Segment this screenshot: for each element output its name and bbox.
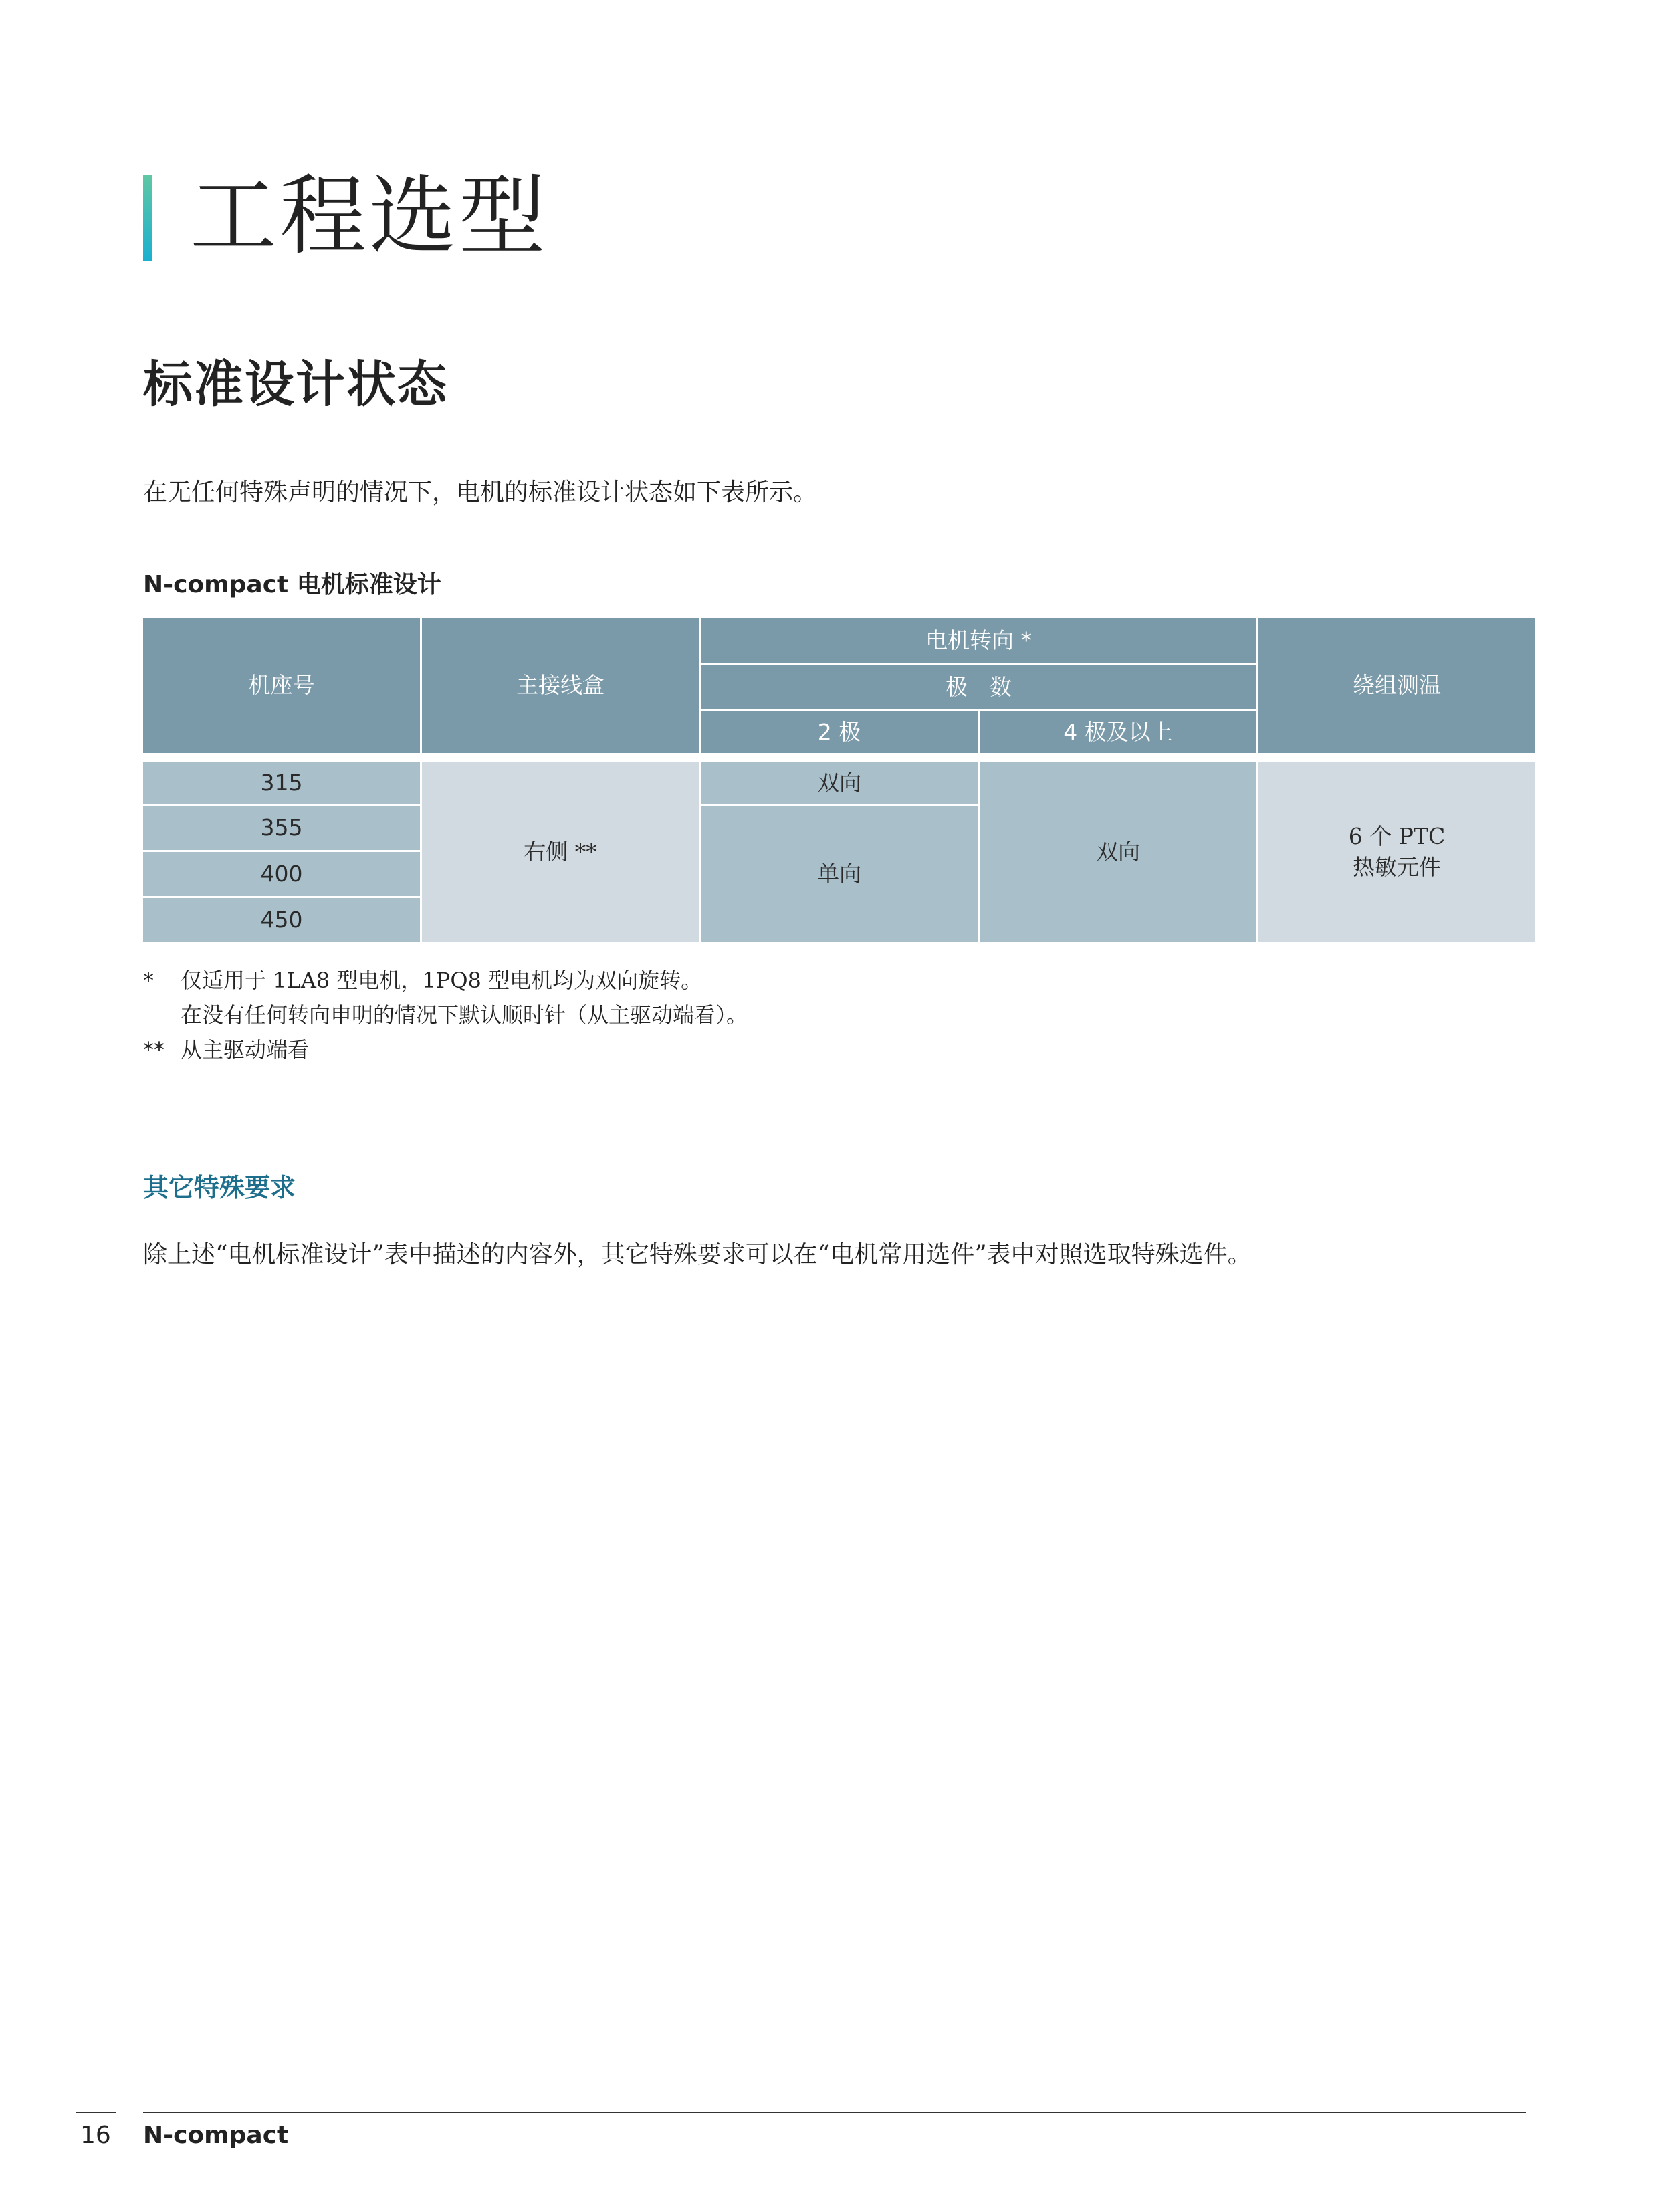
header-rotation: 电机转向 *	[701, 618, 1256, 663]
table-caption: N-compact 电机标准设计	[143, 571, 441, 598]
other-requirements-text: 除上述“电机标准设计”表中描述的内容外，其它特殊要求可以在“电机常用选件”表中对照选取特殊选件。	[143, 1241, 1252, 1268]
section-title: 标准设计状态	[143, 356, 448, 413]
footnote-text: 仅适用于 1LA8 型电机，1PQ8 型电机均为双向旋转。	[181, 968, 703, 993]
footer-brand: N-compact	[143, 2122, 289, 2149]
header-2-pole: 2 极	[701, 711, 978, 753]
footnote-text: 在没有任何转向申明的情况下默认顺时针（从主驱动端看）。	[181, 1002, 748, 1028]
header-poles: 极 数	[701, 665, 1256, 709]
header-terminal-box: 主接线盒	[422, 618, 699, 753]
frame-cell: 315	[143, 762, 420, 804]
intro-text: 在无任何特殊声明的情况下，电机的标准设计状态如下表所示。	[143, 479, 818, 506]
page-number: 16	[80, 2122, 111, 2149]
footer-divider	[143, 2112, 1526, 2113]
header-frame-size: 机座号	[143, 618, 420, 753]
footnote	[143, 963, 748, 998]
footnote-mark	[143, 998, 181, 1032]
chapter-accent-bar	[143, 175, 152, 261]
winding-temp-line: 热敏元件	[1353, 854, 1441, 880]
pole2-other-value: 单向	[701, 806, 978, 942]
other-requirements-heading: 其它特殊要求	[143, 1173, 296, 1202]
standard-design-table	[143, 618, 1535, 942]
chapter-title: 工程选型	[190, 165, 549, 267]
footnote	[143, 998, 748, 1032]
footnote-text: 从主驱动端看	[181, 1037, 310, 1063]
header-winding-temp: 绕组测温	[1258, 618, 1535, 753]
footnote-mark: **	[143, 1037, 164, 1063]
frame-cell: 450	[143, 898, 420, 942]
pole4-value: 双向	[980, 762, 1256, 942]
footnote	[143, 1032, 748, 1067]
header-4-pole: 4 极及以上	[980, 711, 1256, 753]
footnotes	[143, 963, 748, 1067]
footnote-mark: *	[143, 968, 154, 993]
terminal-box-value: 右侧 **	[422, 762, 699, 942]
winding-temp-line: 6 个 PTC	[1348, 823, 1446, 849]
winding-temp-value	[1258, 762, 1535, 942]
frame-cell: 355	[143, 806, 420, 850]
frame-cell: 400	[143, 852, 420, 896]
pole2-315-value: 双向	[701, 762, 978, 804]
footer-divider-left	[76, 2112, 116, 2113]
